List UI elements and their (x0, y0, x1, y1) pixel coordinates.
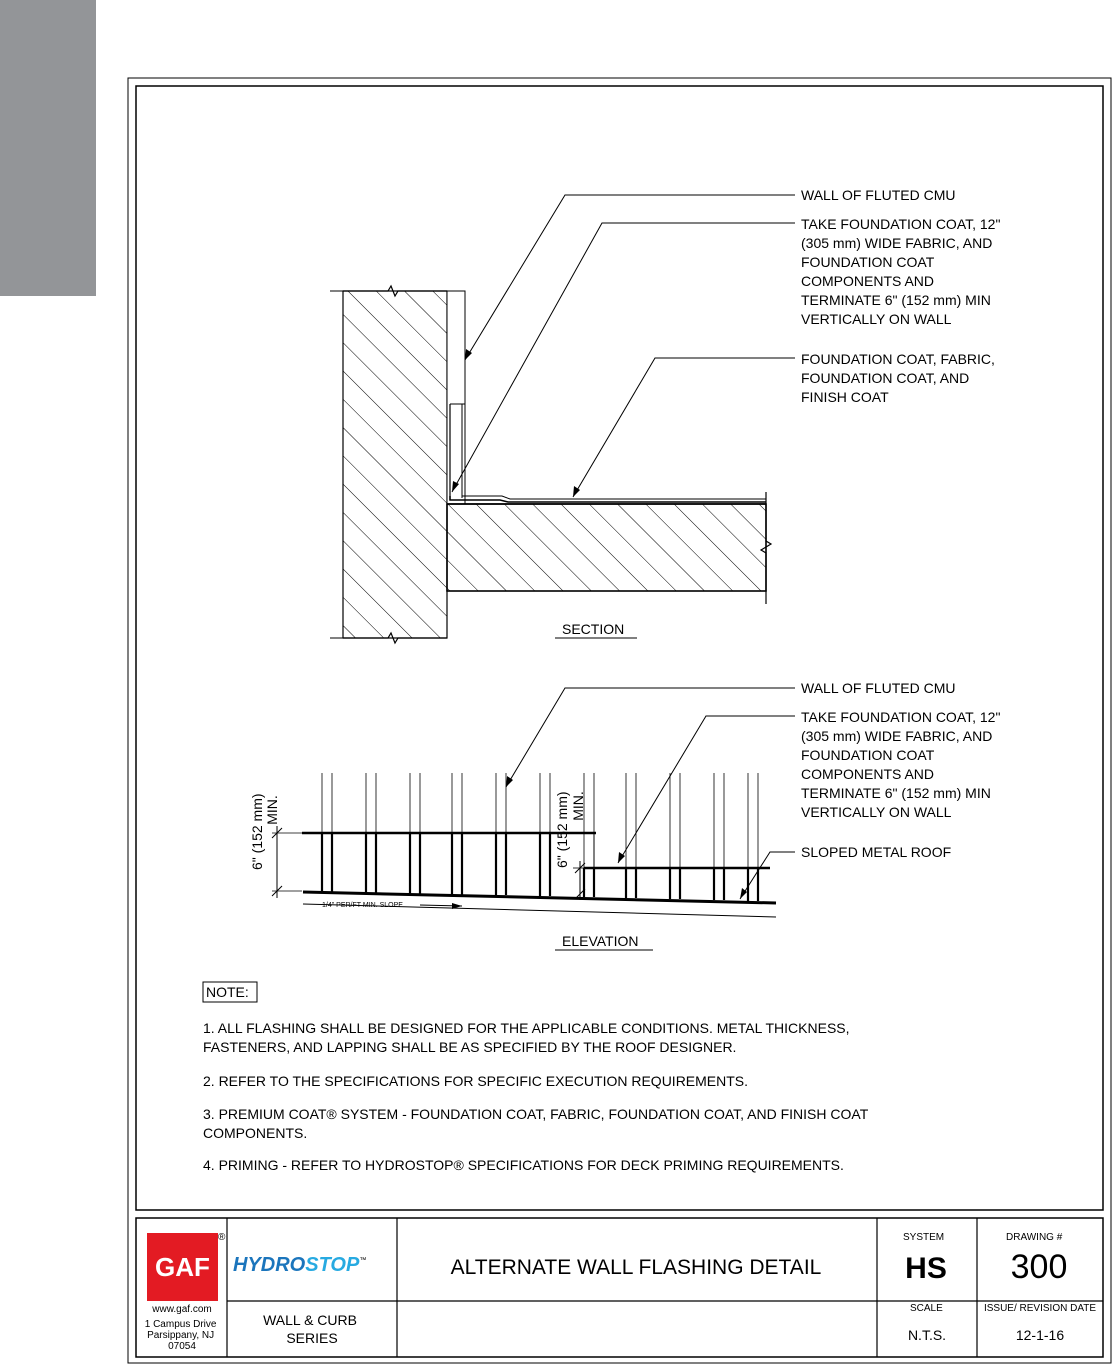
section-title: SECTION (562, 621, 625, 637)
cmu-wall (343, 291, 447, 638)
dim-mid-min: MIN. (570, 791, 586, 821)
elevation-title: ELEVATION (562, 933, 639, 949)
dim-mid-label: 6" (152 mm) (554, 791, 570, 868)
section-callout-wall: WALL OF FLUTED CMU (801, 187, 956, 203)
slope-label: 1/4" PER/FT MIN. SLOPE (322, 902, 403, 909)
hydrostop-logo: HYDROSTOP™ (233, 1254, 367, 1276)
section-leader-3 (573, 358, 795, 497)
elevation-callout-roof: SLOPED METAL ROOF (801, 844, 952, 860)
elevation-callout-foundation: TAKE FOUNDATION COAT, 12" (305 mm) WIDE FABRIC, AND FOUNDATION COAT COMPONENTS AND TERMINATE 6" (152 mm) MIN VERTICALLY ON WALL (801, 709, 1001, 820)
elevation-leader-2 (618, 716, 795, 863)
section-leader-1 (465, 195, 795, 360)
elevation-callout-wall: WALL OF FLUTED CMU (801, 680, 956, 696)
gaf-logo-text: GAF (155, 1252, 210, 1282)
scale-label: SCALE (910, 1303, 943, 1314)
section-callout-foundation: TAKE FOUNDATION COAT, 12" (305 mm) WIDE FABRIC, AND FOUNDATION COAT COMPONENTS AND TERMINATE 6" (152 mm) MIN VERTICALLY ON WALL (801, 216, 1001, 327)
note-1: 1. ALL FLASHING SHALL BE DESIGNED FOR THE APPLICABLE CONDITIONS. METAL THICKNESS, FASTENERS, AND LAPPING SHALL BE AS SPECIFIED BY THE ROOF DESIGNER. (203, 1020, 850, 1055)
gaf-website: www.gaf.com (152, 1304, 212, 1315)
dim-left-label: 6" (152 mm) (249, 793, 265, 870)
drawing-title: ALTERNATE WALL FLASHING DETAIL (450, 1256, 822, 1279)
system-value: HS (905, 1252, 947, 1285)
drawing-number-label: DRAWING # (1006, 1232, 1063, 1243)
gaf-address: 1 Campus Drive Parsippany, NJ 07054 (144, 1319, 217, 1352)
scale-value: N.T.S. (907, 1327, 947, 1343)
registered-mark: ® (218, 1232, 226, 1243)
note-4: 4. PRIMING - REFER TO HYDROSTOP® SPECIFICATIONS FOR DECK PRIMING REQUIREMENTS. (203, 1157, 844, 1173)
series-label: WALL & CURB SERIES (263, 1312, 357, 1346)
concrete-deck (447, 504, 766, 591)
drawing-number-value: 300 (1010, 1248, 1068, 1286)
section-drawing (330, 195, 795, 643)
dim-left-min: MIN. (264, 795, 280, 825)
revision-value: 12-1-16 (1015, 1327, 1065, 1343)
note-heading: NOTE: (206, 984, 249, 1000)
system-label: SYSTEM (903, 1232, 945, 1243)
note-2: 2. REFER TO THE SPECIFICATIONS FOR SPECIFIC EXECUTION REQUIREMENTS. (203, 1073, 749, 1089)
section-callout-coats: FOUNDATION COAT, FABRIC, FOUNDATION COAT, AND FINISH COAT (801, 351, 995, 405)
note-3: 3. PREMIUM COAT® SYSTEM - FOUNDATION COAT, FABRIC, FOUNDATION COAT, AND FINISH COAT COMPONENTS. (203, 1106, 868, 1141)
title-block (136, 1218, 1103, 1357)
elevation-drawing (272, 688, 795, 917)
elevation-leader-1 (506, 688, 795, 787)
revision-label: ISSUE/ REVISION DATE (983, 1303, 1097, 1314)
